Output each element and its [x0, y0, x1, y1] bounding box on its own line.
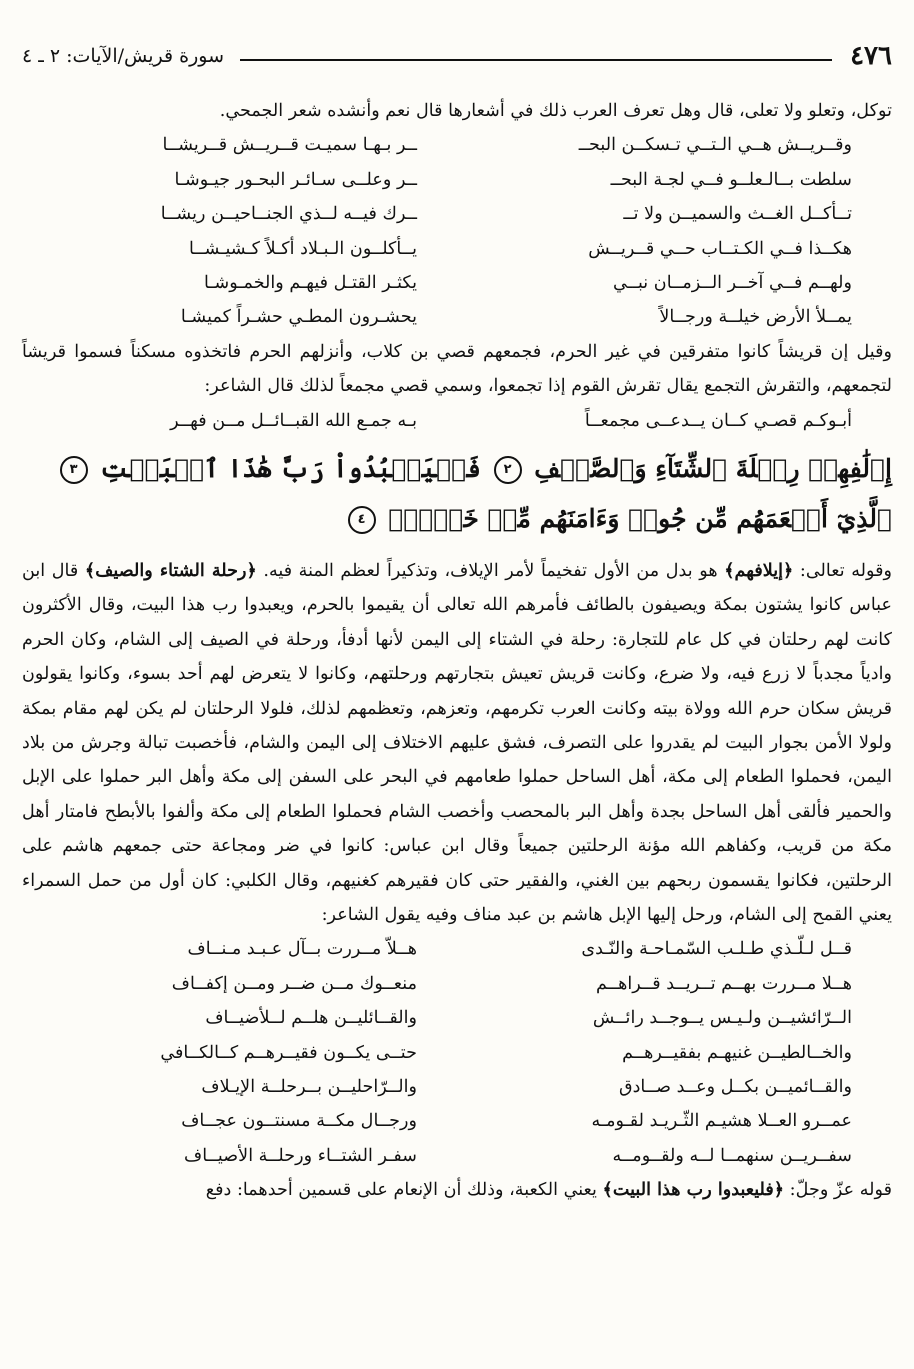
page-number: ٤٧٦ — [850, 41, 892, 71]
verse-second-half: حتــى يكــون فقيــرهــم كــالكــافي — [160, 1042, 417, 1063]
poem-quraysh — [22, 128, 892, 334]
verse-line — [22, 1104, 892, 1138]
verse-first-half: سفــريــن سنهمــا لــه ولقــومــه — [612, 1145, 852, 1166]
last-line — [22, 1173, 892, 1207]
quoted-verse: ﴿فليعبدوا رب هذا البيت﴾ — [602, 1179, 785, 1201]
verse-line — [22, 404, 892, 438]
poem-qusay — [22, 404, 892, 438]
verse-line — [22, 300, 892, 334]
verse-line — [22, 128, 892, 162]
verse-first-half: وقــريــش هــي الـتــي تـسكــن البحــ — [578, 135, 852, 156]
verse-second-half: منعــوك مــن ضــر ومــن إكفــاف — [171, 973, 417, 994]
verse-second-half: يحشـرون المطـي حشـراً كميشـا — [180, 307, 417, 328]
paragraph-qusay: وقيل إن قريشاً كانوا متفرقين في غير الحرم، فجمعهم قصي بن كلاب، وأنزلهم الحرم فاتخذوه مسكناً فسموا قريشاً لتجمعهم، والتقرش التجمع يقال تقرش القوم إذا تجمعوا، وسمي قصي مجمعاً لذلك قال الشاعر: — [22, 341, 892, 397]
verse-first-half: أبـوكـم قصـي كــان يــدعــى مجمعــاً — [584, 410, 852, 431]
paragraph-commentary — [22, 554, 892, 932]
quoted-verse: ﴿إيلافهم﴾ — [724, 559, 794, 581]
verse-second-half: يــأكلــون الـبـلاد أكـلاً كـشيـشــا — [188, 238, 417, 259]
verse-line — [22, 232, 892, 266]
verse-first-half: تــأكــل الغــث والسميــن ولا تــ — [623, 204, 852, 225]
verse-first-half: هكــذا فــي الكـتــاب حــي قــريــش — [588, 238, 852, 259]
ayah-number-marker: ٢ — [494, 456, 522, 484]
verse-line — [22, 1001, 892, 1035]
verse-first-half: ولهــم فــي آخــر الــزمــان نبــي — [613, 272, 852, 293]
quran-text: إِۦلَٰفِهِمۡ رِحۡلَةَ ٱلشِّتَآءِ وَٱلصَّيۡفِ — [534, 453, 892, 483]
page-header — [22, 38, 892, 74]
verse-first-half: الــرّائشيــن ولـيـس يــوجــد رائــش — [592, 1008, 852, 1029]
text-run: قوله عزّ وجلّ: — [784, 1180, 892, 1201]
ayah-number-marker: ٣ — [60, 456, 88, 484]
verse-first-half: والخــالطيــن غنيهـم بفقيــرهــم — [622, 1042, 852, 1063]
verse-line — [22, 163, 892, 197]
verse-first-half: هــلا مــررت بهــم تــريــد قــراهــم — [596, 973, 852, 994]
verse-line — [22, 1036, 892, 1070]
quran-text: فَلۡيَعۡبُدُواْ رَبَّ هَٰذَا ٱلۡبَيۡتِ — [100, 453, 481, 483]
text-run: وقوله تعالى: — [793, 560, 893, 581]
verse-line — [22, 967, 892, 1001]
verse-second-half: ــر بـهـا سميـت قــريــش قــريشــا — [162, 135, 417, 156]
quran-verses — [22, 444, 892, 544]
verse-second-half: ــرك فيــه لــذي الجنــاحيــن ريشــا — [160, 204, 417, 225]
verse-second-half: ــر وعلــى سـائـر البحـور جيـوشـا — [174, 169, 417, 190]
verse-first-half: يمــلأ الأرض خيلــة ورجــالاً — [659, 307, 852, 328]
verse-line — [22, 1070, 892, 1104]
verse-second-half: سفـر الشتــاء ورحلــة الأصيــاف — [184, 1145, 417, 1166]
quoted-verse: ﴿رحلة الشتاء والصيف﴾ — [84, 559, 257, 581]
text-run: هو بدل من الأول تفخيماً لأمر الإيلاف، وتذكيراً لعظم المنة فيه. — [256, 560, 725, 581]
verse-second-half: والــرّاحليــن بــرحلــة الإيـلاف — [201, 1076, 417, 1097]
verse-second-half: هــلاّ مــررت بــآل عـبـد مـنــاف — [187, 939, 417, 960]
verse-first-half: سلطت بــالـعلــو فــي لجـة البحــ — [610, 169, 852, 190]
text-run: قال ابن عباس كانوا يشتون بمكة ويصيفون بالطائف فأمرهم الله تعالى أن يقيموا بالحرم، ويعبدوا رب هذا البيت، وقال الأكثرون كانت لهم رحلتان في كل عام للتجارة: رحلة في الشتاء إلى اليمن لأنها أدفأ، ورحلة في الصيف إلى الشام، وكان الحرم وادياً مجدباً لا زرع فيه، ولا ضرع، وكانت قريش تعيش بتجارتهم ورحلتهم، وكانوا لا يتعرض لهم أحد بسوء، وكانوا يقولون قريش سكان حرم الله وولاة بيته وكانت العرب تكرمهم، وتعزهم، وتعظمهم لذلك، فلولا الرحلتان لم يكن لهم مقام بمكة ولولا الأمن بجوار البيت لم يقدروا على التصرف، فشق عليهم الاختلاف إلى اليمن والشام، فأخصبت تبالة وجرش من بلاد اليمن، فحملوا الطعام إلى مكة، أهل الساحل حملوا طعامهم في البحر على السفن إلى مكة وأهل البر حملوا على الإبل والحمير فألقى أهل الساحل بجدة وأهل البر بالمحصب وأخصب الشام فحملوا الطعام إلى مكة وألفوا بالأبطح فامتار أهل مكة من قريب، وكفاهم الله مؤنة الرحلتين جميعاً وقال ابن عباس: كانوا في ضر ومجاعة حتى جمعهم هاشم على الرحلتين، فكانوا يقسمون ربحهم بين الغني، والفقير حتى كان فقيرهم كغنيهم، وقال الكلبي: كان أول من حمل السمراء يعني القمح إلى الشام، ورحل إليها الإبل هاشم بن عبد مناف وفيه يقول الشاعر: — [22, 560, 892, 926]
verse-second-half: يكثـر القتـل فيهـم والخمـوشـا — [204, 272, 417, 293]
verse-second-half: والقــائليــن هلــم لــلأضيــاف — [205, 1008, 417, 1029]
verse-line — [22, 932, 892, 966]
text-run: يعني الكعبة، وذلك أن الإنعام على قسمين أحدهما: دفع — [205, 1180, 603, 1201]
verse-first-half: والقــائميــن بكــل وعــد صــادق — [618, 1076, 852, 1097]
verse-line — [22, 197, 892, 231]
verse-line — [22, 1139, 892, 1173]
ayah-number-marker: ٤ — [348, 506, 376, 534]
verse-first-half: قــل لـلّـذي طـلـب السّمـاحـة والنّـدى — [581, 939, 852, 960]
intro-line: توكل، وتعلو ولا تعلى، قال وهل تعرف العرب ذلك في أشعارها قال نعم وأنشده شعر الجمحي. — [219, 101, 892, 121]
page-content — [22, 94, 892, 1208]
verse-line — [22, 266, 892, 300]
verse-second-half: ورجــال مكــة مسنتــون عجــاف — [181, 1111, 417, 1132]
verse-first-half: عمــرو العــلا هشيـم الثّـريـد لقـومـه — [591, 1111, 852, 1132]
quran-text: ٱلَّذِيٓ أَطۡعَمَهُم مِّن جُوعٖ وَءَامَنَهُم مِّنۡ خَوۡفِۭ — [388, 503, 892, 533]
header-rule — [240, 59, 832, 61]
verse-second-half: بـه جمـع الله القبــائــل مــن فهــر — [170, 410, 417, 431]
header-title: سورة قريش/الآيات: ٢ ـ ٤ — [22, 45, 224, 67]
poem-hashim — [22, 932, 892, 1173]
